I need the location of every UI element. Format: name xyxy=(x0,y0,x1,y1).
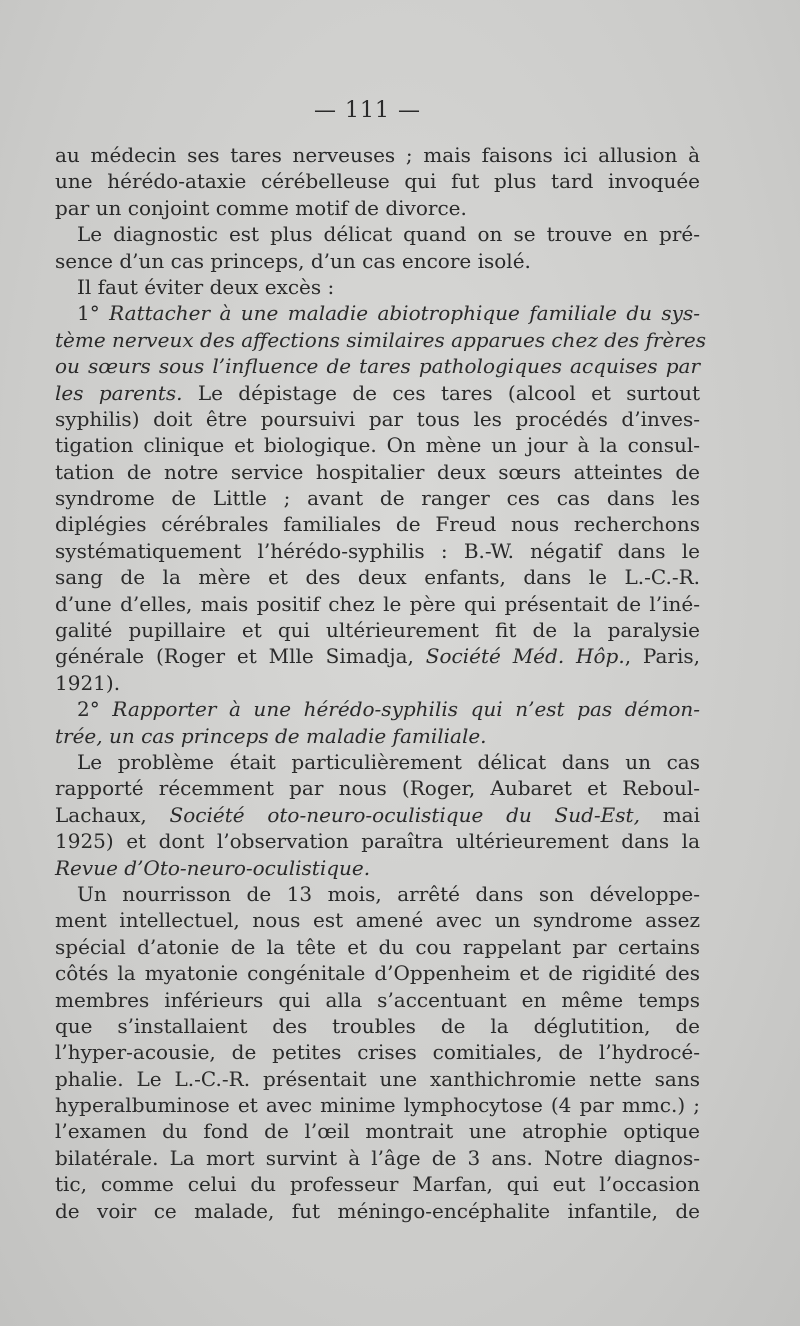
text-line xyxy=(55,723,700,749)
text-line: Il faut éviter deux excès : xyxy=(77,274,335,299)
text-line: de voir ce malade, fut méningo-encéphalite infantile, de xyxy=(55,1198,700,1223)
text-line: 1925) et dont l’observation paraîtra ultérieurement dans la xyxy=(55,829,700,854)
italic-segment: Société Méd. Hôp. xyxy=(425,644,625,669)
text-segment: 2° xyxy=(77,697,113,722)
text-line xyxy=(55,802,700,828)
text-line: sence d’un cas princeps, d’un cas encore isolé. xyxy=(55,248,531,273)
text-line: Le diagnostic est plus délicat quand on se trouve en pré- xyxy=(77,222,700,247)
text-line: rapporté récemment par nous (Roger, Aubaret et Reboul- xyxy=(55,776,700,801)
text-line xyxy=(55,643,700,669)
body-text xyxy=(55,142,706,1224)
text-line: une hérédo-ataxie cérébelleuse qui fut plus tard invoquée xyxy=(55,169,700,194)
italic-segment: Rapporter à une hérédo-syphilis qui n’est pas démon- xyxy=(112,697,700,722)
italic-segment: Rattacher à une maladie abiotrophique familiale du sys- xyxy=(109,301,700,326)
text-line: 1921). xyxy=(55,670,121,695)
italic-segment: les parents. xyxy=(55,380,183,405)
text-line: hyperalbuminose et avec minime lymphocytose (4 par mmc.) ; xyxy=(55,1093,700,1118)
text-segment: 1° xyxy=(77,301,110,326)
text-line: tation de notre service hospitalier deux sœurs atteintes de xyxy=(55,459,700,484)
text-line xyxy=(55,300,700,326)
text-line: diplégies cérébrales familiales de Freud nous recherchons xyxy=(55,512,700,537)
text-line: syphilis) doit être poursuivi par tous les procédés d’inves- xyxy=(55,406,700,431)
text-line: tigation clinique et biologique. On mène un jour à la consul- xyxy=(55,433,700,458)
text-segment: Le dépistage de ces tares (alcool et surtout xyxy=(182,380,700,405)
italic-segment: trée, un cas princeps de maladie familiale. xyxy=(55,723,487,748)
text-line: phalie. Le L.-C.-R. présentait une xanthichromie nette sans xyxy=(55,1066,700,1091)
italic-segment: tème nerveux des affections similaires apparues chez des frères xyxy=(55,327,706,352)
text-line: Le problème était particulièrement délicat dans un cas xyxy=(77,749,700,774)
text-line xyxy=(55,380,700,406)
text-line: spécial d’atonie de la tête et du cou rappelant par certains xyxy=(55,934,700,959)
text-line: systématiquement l’hérédo-syphilis : B.-W. négatif dans le xyxy=(55,538,700,563)
text-segment: mai xyxy=(639,802,700,827)
text-line xyxy=(55,855,700,881)
italic-segment: Société oto-neuro-oculistique du Sud-Est, xyxy=(169,802,640,827)
text-line xyxy=(55,327,706,353)
text-line: côtés la myatonie congénitale d’Oppenheim et de rigidité des xyxy=(55,961,700,986)
text-line: au médecin ses tares nerveuses ; mais faisons ici allusion à xyxy=(55,143,700,167)
text-line: bilatérale. La mort survint à l’âge de 3 ans. Notre diagnos- xyxy=(55,1145,700,1170)
text-line: tic, comme celui du professeur Marfan, qui eut l’occasion xyxy=(55,1172,700,1197)
italic-segment: ou sœurs sous l’influence de tares pathologiques acquises par xyxy=(55,354,700,379)
text-segment: Lachaux, xyxy=(55,802,170,827)
text-line: ment intellectuel, nous est amené avec un syndrome assez xyxy=(55,908,700,933)
text-line: l’examen du fond de l’œil montrait une atrophie optique xyxy=(55,1119,700,1144)
page-number: — 111 — xyxy=(314,98,421,123)
text-segment: générale (Roger et Mlle Simadja, xyxy=(55,644,426,669)
italic-segment: Revue d’Oto-neuro-oculistique. xyxy=(55,855,371,880)
text-line xyxy=(55,353,700,379)
text-line: galité pupillaire et qui ultérieurement fit de la paralysie xyxy=(55,618,700,643)
text-line: l’hyper-acousie, de petites crises comitiales, de l’hydrocé- xyxy=(55,1040,700,1065)
text-line: d’une d’elles, mais positif chez le père qui présentait de l’iné- xyxy=(55,591,700,616)
text-line: sang de la mère et des deux enfants, dans le L.-C.-R. xyxy=(55,565,700,590)
text-line: Un nourrisson de 13 mois, arrêté dans son développe- xyxy=(77,881,700,906)
text-line: syndrome de Little ; avant de ranger ces cas dans les xyxy=(55,486,700,511)
text-line: par un conjoint comme motif de divorce. xyxy=(55,195,467,220)
text-line: que s’installaient des troubles de la déglutition, de xyxy=(55,1013,700,1038)
text-line: membres inférieurs qui alla s’accentuant en même temps xyxy=(55,987,700,1012)
text-line xyxy=(55,696,700,722)
text-segment: , Paris, xyxy=(624,644,700,669)
